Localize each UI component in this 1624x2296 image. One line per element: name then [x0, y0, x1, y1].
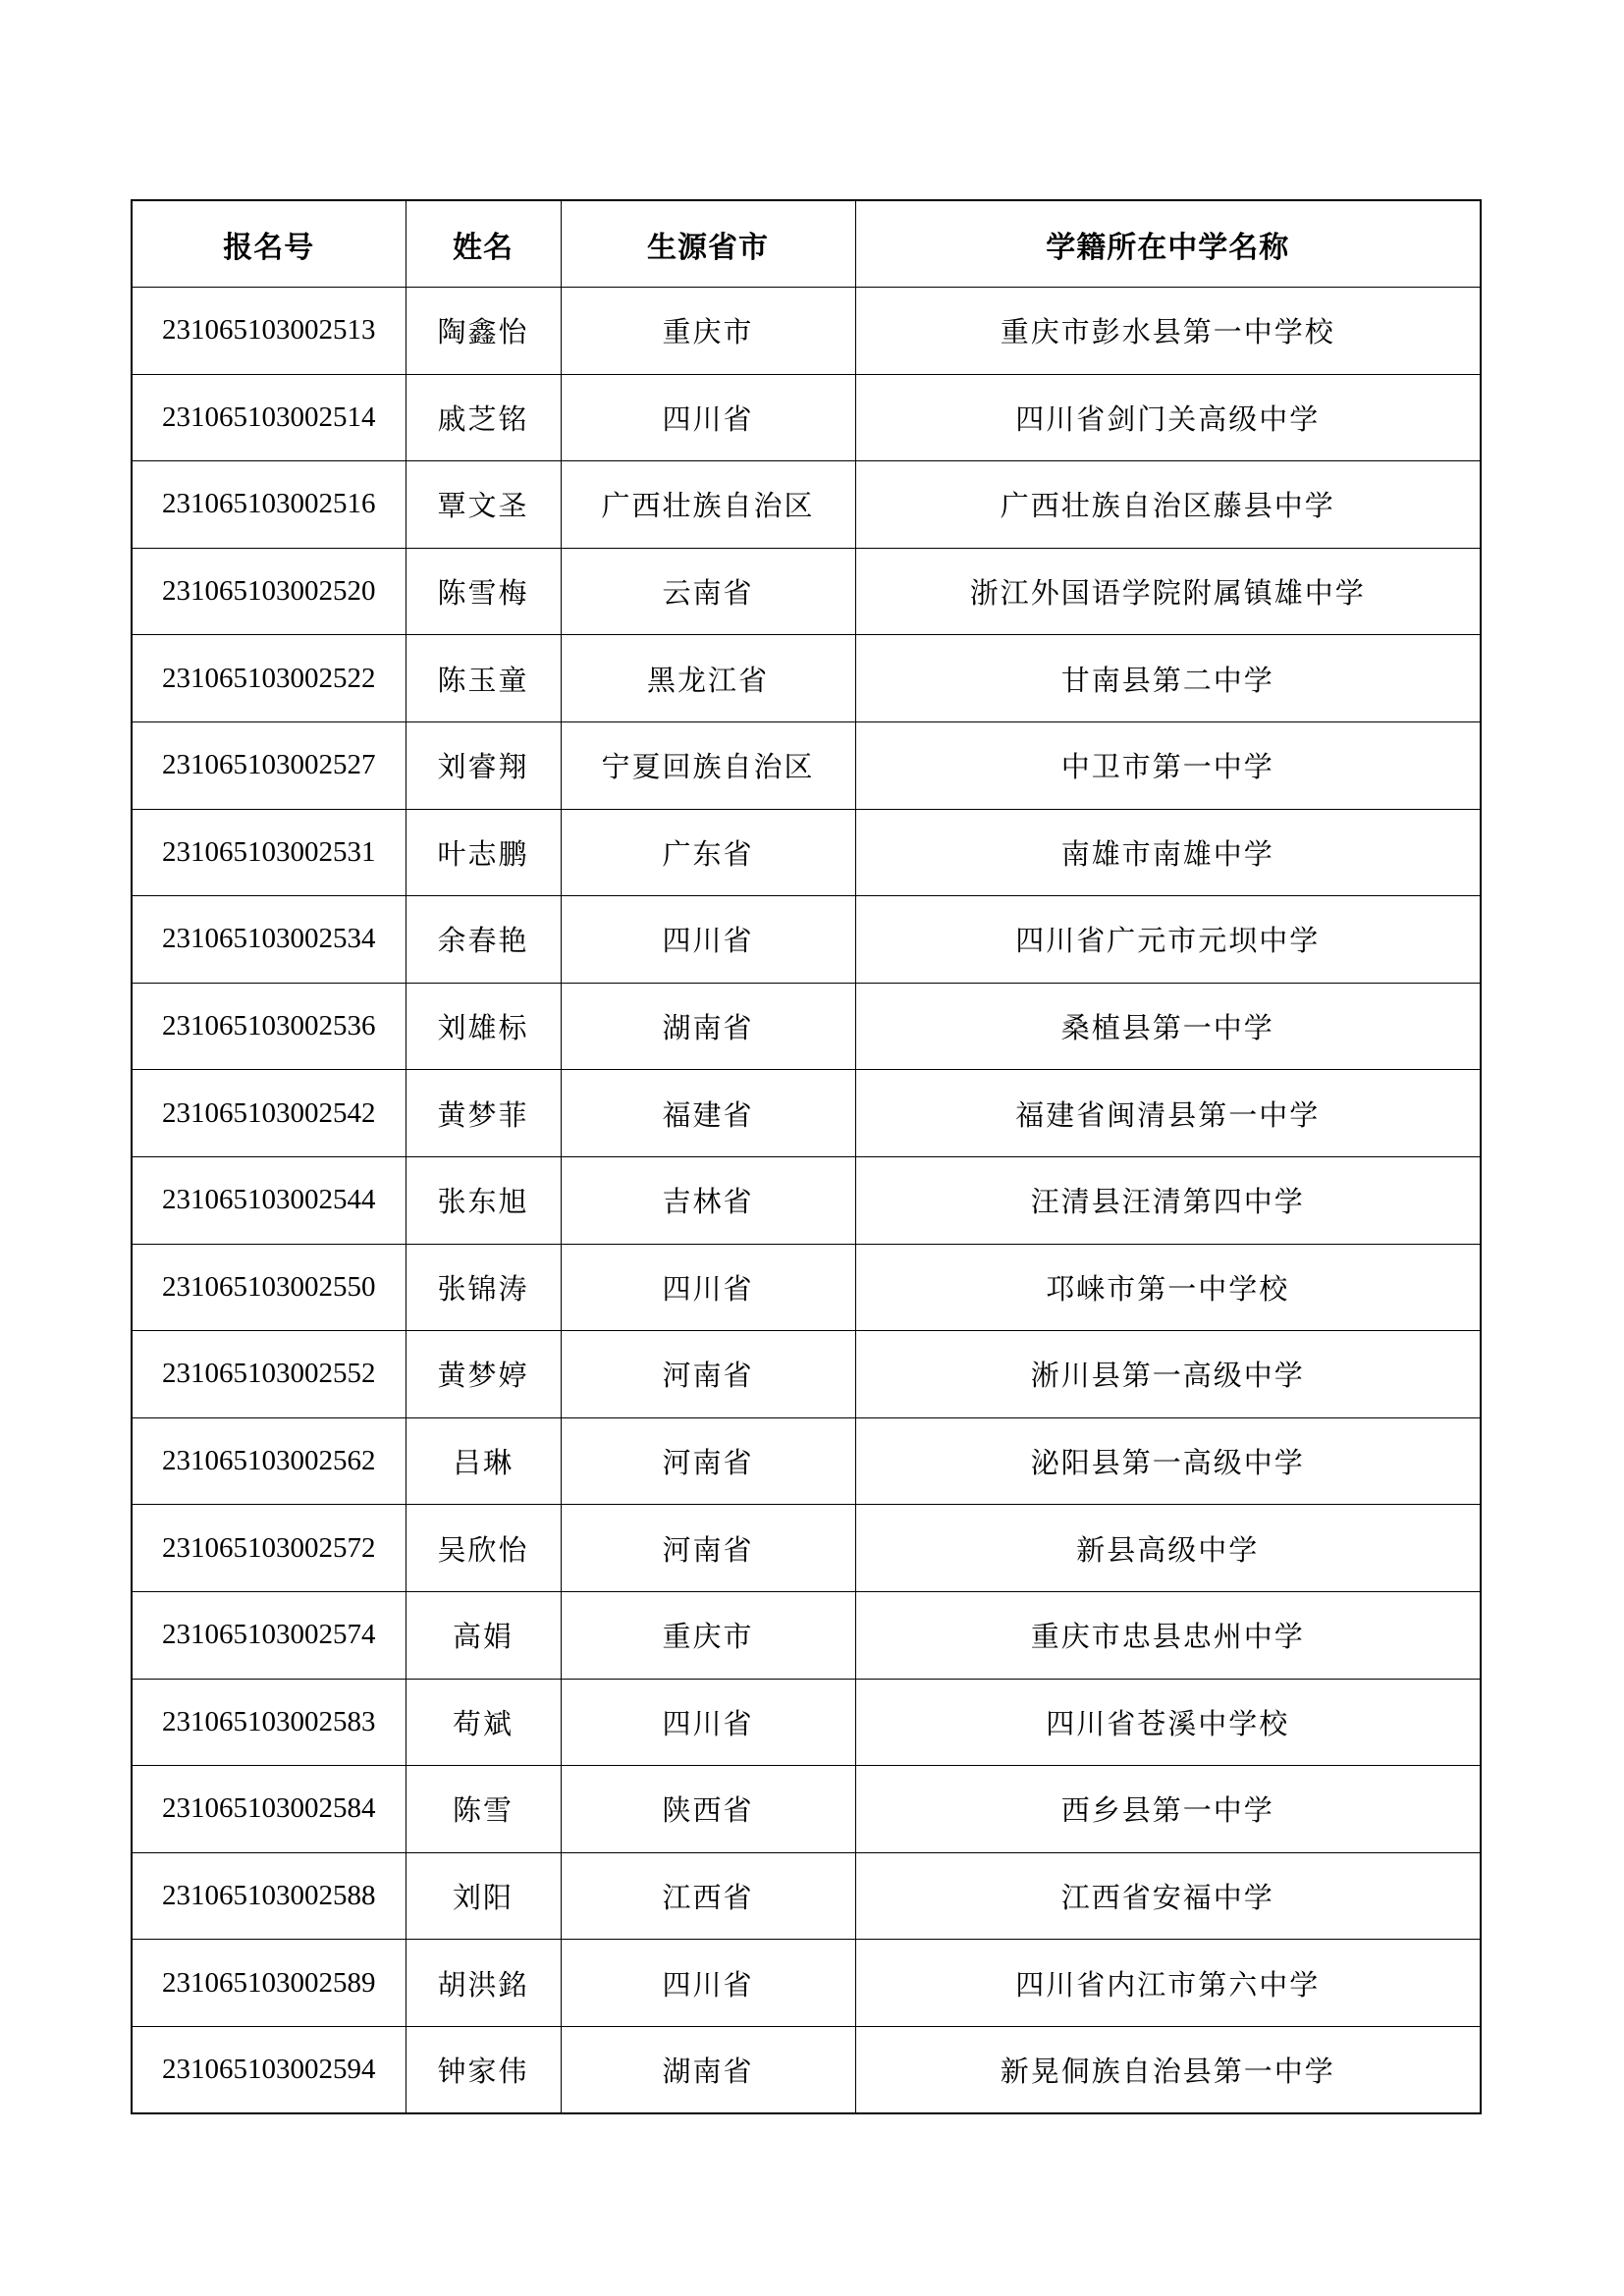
cell-registration-number: 231065103002572 — [132, 1505, 406, 1592]
cell-origin-province: 湖南省 — [561, 2026, 855, 2113]
cell-origin-province: 福建省 — [561, 1070, 855, 1157]
cell-school-name: 江西省安福中学 — [855, 1852, 1481, 1940]
cell-school-name: 新晃侗族自治县第一中学 — [855, 2026, 1481, 2113]
cell-school-name: 邛崃市第一中学校 — [855, 1244, 1481, 1331]
cell-school-name: 福建省闽清县第一中学 — [855, 1070, 1481, 1157]
cell-registration-number: 231065103002584 — [132, 1766, 406, 1853]
cell-registration-number: 231065103002588 — [132, 1852, 406, 1940]
cell-school-name: 四川省内江市第六中学 — [855, 1940, 1481, 2027]
table-body — [132, 288, 1481, 2114]
cell-origin-province: 四川省 — [561, 1244, 855, 1331]
cell-name: 叶志鹏 — [406, 809, 561, 896]
table-row — [132, 896, 1481, 984]
cell-registration-number: 231065103002522 — [132, 635, 406, 722]
cell-name: 苟斌 — [406, 1679, 561, 1766]
cell-name: 钟家伟 — [406, 2026, 561, 2113]
cell-registration-number: 231065103002574 — [132, 1591, 406, 1679]
table-row — [132, 288, 1481, 375]
cell-registration-number: 231065103002594 — [132, 2026, 406, 2113]
cell-origin-province: 吉林省 — [561, 1156, 855, 1244]
table-row — [132, 1505, 1481, 1592]
cell-school-name: 浙江外国语学院附属镇雄中学 — [855, 548, 1481, 635]
cell-registration-number: 231065103002550 — [132, 1244, 406, 1331]
table-row — [132, 1156, 1481, 1244]
cell-school-name: 四川省苍溪中学校 — [855, 1679, 1481, 1766]
table-row — [132, 2026, 1481, 2113]
cell-registration-number: 231065103002534 — [132, 896, 406, 984]
cell-name: 吴欣怡 — [406, 1505, 561, 1592]
header-registration-number: 报名号 — [132, 200, 406, 288]
cell-registration-number: 231065103002583 — [132, 1679, 406, 1766]
cell-name: 刘睿翔 — [406, 721, 561, 809]
cell-registration-number: 231065103002514 — [132, 374, 406, 461]
cell-name: 戚芝铭 — [406, 374, 561, 461]
cell-origin-province: 江西省 — [561, 1852, 855, 1940]
cell-name: 覃文圣 — [406, 461, 561, 549]
cell-name: 刘雄标 — [406, 983, 561, 1070]
cell-name: 黄梦婷 — [406, 1331, 561, 1418]
cell-school-name: 重庆市忠县忠州中学 — [855, 1591, 1481, 1679]
cell-name: 陈雪梅 — [406, 548, 561, 635]
cell-school-name: 四川省剑门关高级中学 — [855, 374, 1481, 461]
cell-school-name: 重庆市彭水县第一中学校 — [855, 288, 1481, 375]
cell-origin-province: 宁夏回族自治区 — [561, 721, 855, 809]
cell-origin-province: 广西壮族自治区 — [561, 461, 855, 549]
cell-school-name: 泌阳县第一高级中学 — [855, 1417, 1481, 1505]
cell-origin-province: 湖南省 — [561, 983, 855, 1070]
table-row — [132, 1070, 1481, 1157]
table-row — [132, 374, 1481, 461]
header-school-name: 学籍所在中学名称 — [855, 200, 1481, 288]
cell-registration-number: 231065103002516 — [132, 461, 406, 549]
cell-registration-number: 231065103002513 — [132, 288, 406, 375]
table-row — [132, 1244, 1481, 1331]
cell-name: 高娟 — [406, 1591, 561, 1679]
cell-registration-number: 231065103002536 — [132, 983, 406, 1070]
cell-name: 吕琳 — [406, 1417, 561, 1505]
cell-origin-province: 四川省 — [561, 1940, 855, 2027]
table-row — [132, 809, 1481, 896]
table-row — [132, 983, 1481, 1070]
cell-registration-number: 231065103002527 — [132, 721, 406, 809]
table-header — [132, 200, 1481, 288]
cell-school-name: 桑植县第一中学 — [855, 983, 1481, 1070]
cell-school-name: 南雄市南雄中学 — [855, 809, 1481, 896]
table-row — [132, 548, 1481, 635]
table-row — [132, 461, 1481, 549]
cell-registration-number: 231065103002542 — [132, 1070, 406, 1157]
cell-origin-province: 四川省 — [561, 1679, 855, 1766]
cell-school-name: 汪清县汪清第四中学 — [855, 1156, 1481, 1244]
header-origin-province: 生源省市 — [561, 200, 855, 288]
cell-name: 张锦涛 — [406, 1244, 561, 1331]
cell-origin-province: 重庆市 — [561, 288, 855, 375]
cell-name: 陈雪 — [406, 1766, 561, 1853]
cell-origin-province: 广东省 — [561, 809, 855, 896]
cell-origin-province: 黑龙江省 — [561, 635, 855, 722]
cell-name: 胡洪銘 — [406, 1940, 561, 2027]
cell-origin-province: 河南省 — [561, 1417, 855, 1505]
cell-school-name: 淅川县第一高级中学 — [855, 1331, 1481, 1418]
cell-registration-number: 231065103002531 — [132, 809, 406, 896]
table-row — [132, 1679, 1481, 1766]
cell-registration-number: 231065103002520 — [132, 548, 406, 635]
cell-school-name: 甘南县第二中学 — [855, 635, 1481, 722]
admission-table — [131, 199, 1482, 2114]
cell-name: 刘阳 — [406, 1852, 561, 1940]
table-row — [132, 1331, 1481, 1418]
table-row — [132, 1591, 1481, 1679]
cell-name: 张东旭 — [406, 1156, 561, 1244]
table-row — [132, 721, 1481, 809]
cell-origin-province: 陕西省 — [561, 1766, 855, 1853]
header-name: 姓名 — [406, 200, 561, 288]
cell-name: 黄梦菲 — [406, 1070, 561, 1157]
cell-origin-province: 重庆市 — [561, 1591, 855, 1679]
cell-registration-number: 231065103002552 — [132, 1331, 406, 1418]
cell-school-name: 四川省广元市元坝中学 — [855, 896, 1481, 984]
table-row — [132, 1417, 1481, 1505]
cell-origin-province: 四川省 — [561, 374, 855, 461]
cell-origin-province: 四川省 — [561, 896, 855, 984]
cell-origin-province: 河南省 — [561, 1331, 855, 1418]
table-row — [132, 1766, 1481, 1853]
cell-registration-number: 231065103002589 — [132, 1940, 406, 2027]
cell-name: 陶鑫怡 — [406, 288, 561, 375]
header-row — [132, 200, 1481, 288]
cell-school-name: 广西壮族自治区藤县中学 — [855, 461, 1481, 549]
cell-school-name: 中卫市第一中学 — [855, 721, 1481, 809]
cell-origin-province: 河南省 — [561, 1505, 855, 1592]
cell-school-name: 西乡县第一中学 — [855, 1766, 1481, 1853]
table-row — [132, 1852, 1481, 1940]
cell-registration-number: 231065103002544 — [132, 1156, 406, 1244]
cell-name: 余春艳 — [406, 896, 561, 984]
cell-origin-province: 云南省 — [561, 548, 855, 635]
table-row — [132, 635, 1481, 722]
cell-registration-number: 231065103002562 — [132, 1417, 406, 1505]
table-row — [132, 1940, 1481, 2027]
cell-name: 陈玉童 — [406, 635, 561, 722]
cell-school-name: 新县高级中学 — [855, 1505, 1481, 1592]
